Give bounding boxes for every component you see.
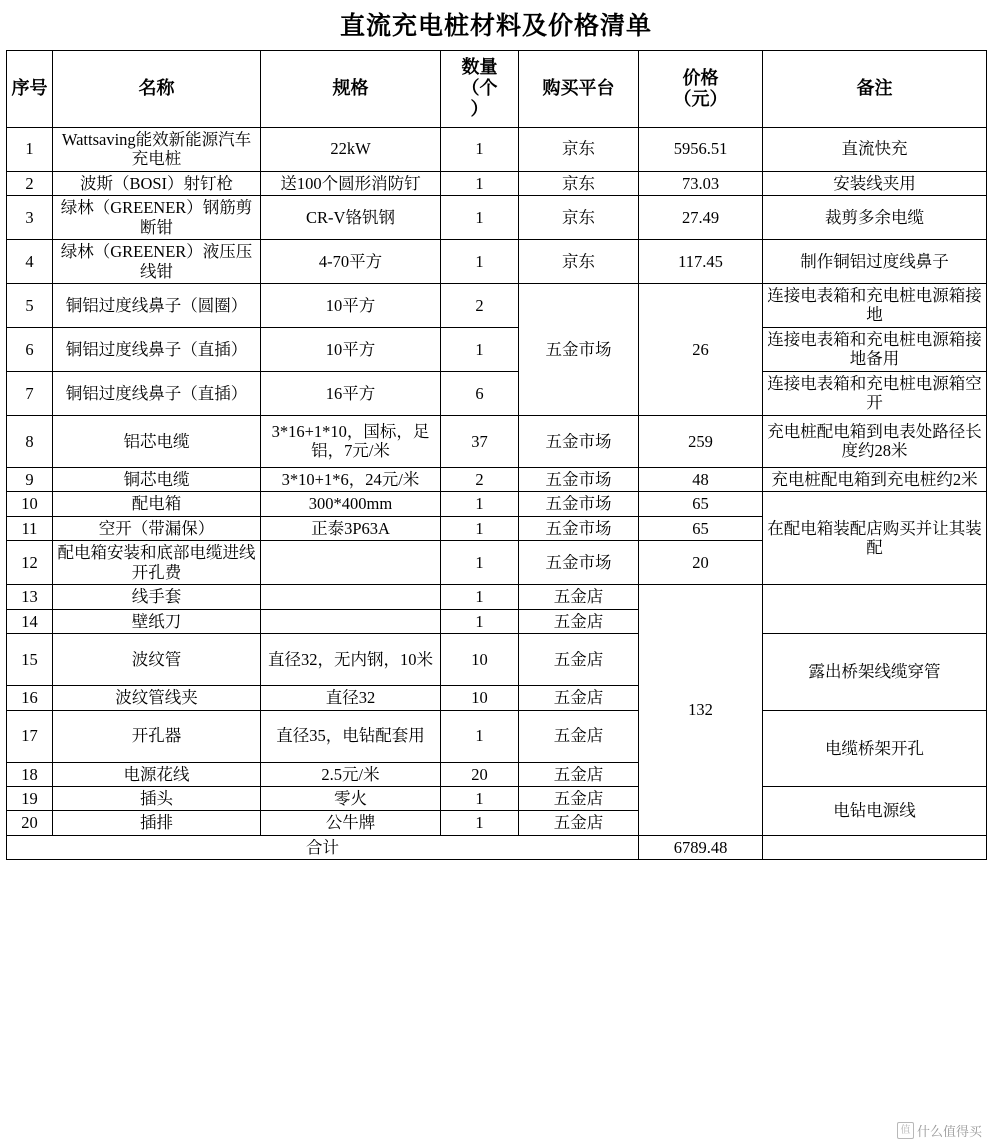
cell-seq: 18	[7, 762, 53, 786]
watermark	[897, 1121, 982, 1140]
cell-platform: 五金市场	[519, 492, 639, 516]
cell-seq: 10	[7, 492, 53, 516]
cell-seq: 16	[7, 686, 53, 710]
cell-name: 线手套	[53, 585, 261, 609]
cell-spec: 直径32	[261, 686, 441, 710]
table-row	[7, 585, 987, 609]
cell-platform: 京东	[519, 196, 639, 240]
cell-name: 开孔器	[53, 710, 261, 762]
header-note: 备注	[763, 51, 987, 128]
cell-qty: 2	[441, 467, 519, 491]
cell-platform: 五金市场	[519, 541, 639, 585]
cell-note: 充电桩配电箱到充电桩约2米	[763, 467, 987, 491]
cell-price: 26	[639, 283, 763, 415]
cell-note: 直流快充	[763, 127, 987, 171]
cell-note: 安装线夹用	[763, 171, 987, 195]
cell-seq: 8	[7, 415, 53, 467]
cell-price: 48	[639, 467, 763, 491]
cell-price: 259	[639, 415, 763, 467]
table-row	[7, 240, 987, 284]
cell-spec: 3*16+1*10，国标，足铝，7元/米	[261, 415, 441, 467]
cell-price: 117.45	[639, 240, 763, 284]
table-row	[7, 127, 987, 171]
cell-note: 充电桩配电箱到电表处路径长度约28米	[763, 415, 987, 467]
cell-qty: 1	[441, 585, 519, 609]
cell-platform: 五金店	[519, 634, 639, 686]
cell-spec: 直径32，无内钢，10米	[261, 634, 441, 686]
cell-seq: 6	[7, 327, 53, 371]
cell-platform: 五金店	[519, 787, 639, 811]
header-qty	[441, 51, 519, 128]
cell-price: 5956.51	[639, 127, 763, 171]
cell-name: 插头	[53, 787, 261, 811]
cell-seq: 4	[7, 240, 53, 284]
cell-qty: 10	[441, 634, 519, 686]
cell-spec: 送100个圆形消防钉	[261, 171, 441, 195]
cell-spec: 正泰3P63A	[261, 516, 441, 540]
cell-name: 空开（带漏保）	[53, 516, 261, 540]
cell-qty: 20	[441, 762, 519, 786]
cell-platform: 五金店	[519, 585, 639, 609]
total-note	[763, 835, 987, 859]
total-label: 合计	[7, 835, 639, 859]
watermark-text: 什么值得买	[916, 1124, 982, 1139]
cell-note: 连接电表箱和充电桩电源箱接地	[763, 283, 987, 327]
cell-seq: 9	[7, 467, 53, 491]
cell-seq: 17	[7, 710, 53, 762]
cell-platform: 五金店	[519, 710, 639, 762]
cell-qty: 1	[441, 492, 519, 516]
cell-name: Wattsaving能效新能源汽车充电桩	[53, 127, 261, 171]
cell-spec: 2.5元/米	[261, 762, 441, 786]
cell-seq: 13	[7, 585, 53, 609]
cell-platform: 五金店	[519, 811, 639, 835]
watermark-logo-icon: 值	[897, 1122, 914, 1139]
cell-name: 波纹管线夹	[53, 686, 261, 710]
table-row	[7, 492, 987, 516]
cell-seq: 3	[7, 196, 53, 240]
cell-qty: 1	[441, 327, 519, 371]
cell-platform: 五金市场	[519, 415, 639, 467]
cell-seq: 1	[7, 127, 53, 171]
cell-price: 65	[639, 492, 763, 516]
cell-note: 电缆桥架开孔	[763, 710, 987, 786]
cell-spec: 16平方	[261, 371, 441, 415]
cell-qty: 1	[441, 541, 519, 585]
cell-seq: 12	[7, 541, 53, 585]
cell-name: 配电箱安装和底部电缆进线开孔费	[53, 541, 261, 585]
cell-platform: 五金店	[519, 686, 639, 710]
header-spec: 规格	[261, 51, 441, 128]
cell-name: 绿林（GREENER）液压压线钳	[53, 240, 261, 284]
materials-price-table	[6, 50, 987, 860]
cell-name: 绿林（GREENER）钢筋剪断钳	[53, 196, 261, 240]
cell-price: 65	[639, 516, 763, 540]
cell-qty: 10	[441, 686, 519, 710]
cell-seq: 14	[7, 609, 53, 633]
cell-platform: 五金市场	[519, 467, 639, 491]
cell-name: 铝芯电缆	[53, 415, 261, 467]
cell-seq: 11	[7, 516, 53, 540]
cell-spec	[261, 541, 441, 585]
cell-spec: 300*400mm	[261, 492, 441, 516]
cell-spec: 3*10+1*6，24元/米	[261, 467, 441, 491]
header-qty-line1: 数量	[461, 57, 498, 77]
cell-qty: 1	[441, 196, 519, 240]
header-price	[639, 51, 763, 128]
cell-note: 电钻电源线	[763, 787, 987, 836]
cell-note: 裁剪多余电缆	[763, 196, 987, 240]
total-value: 6789.48	[639, 835, 763, 859]
cell-name: 电源花线	[53, 762, 261, 786]
cell-name: 波斯（BOSI）射钉枪	[53, 171, 261, 195]
cell-spec: 直径35，电钻配套用	[261, 710, 441, 762]
cell-seq: 7	[7, 371, 53, 415]
cell-spec	[261, 609, 441, 633]
cell-spec: 公牛牌	[261, 811, 441, 835]
table-row	[7, 196, 987, 240]
cell-seq: 19	[7, 787, 53, 811]
cell-qty: 1	[441, 516, 519, 540]
cell-note: 连接电表箱和充电桩电源箱接地备用	[763, 327, 987, 371]
cell-name: 铜铝过度线鼻子（直插）	[53, 371, 261, 415]
header-price-line1: 价格	[682, 67, 719, 88]
cell-qty: 1	[441, 787, 519, 811]
cell-note: 制作铜铝过度线鼻子	[763, 240, 987, 284]
page-title: 直流充电桩材料及价格清单	[339, 13, 652, 40]
cell-price: 132	[639, 585, 763, 836]
cell-note: 连接电表箱和充电桩电源箱空开	[763, 371, 987, 415]
table-row	[7, 787, 987, 811]
table-row	[7, 371, 987, 415]
header-qty-line2: （个	[461, 78, 498, 99]
header-price-line2: （元）	[673, 88, 728, 109]
cell-price: 20	[639, 541, 763, 585]
cell-qty: 1	[441, 811, 519, 835]
cell-note	[763, 585, 987, 634]
cell-platform: 五金店	[519, 609, 639, 633]
cell-qty: 1	[441, 710, 519, 762]
header-seq: 序号	[7, 51, 53, 128]
table-row	[7, 415, 987, 467]
cell-spec: 10平方	[261, 327, 441, 371]
header-name: 名称	[53, 51, 261, 128]
header-qty-line3: ）	[470, 99, 489, 120]
cell-note: 在配电箱装配店购买并让其装配	[763, 492, 987, 585]
cell-name: 铜铝过度线鼻子（直插）	[53, 327, 261, 371]
cell-spec: 10平方	[261, 283, 441, 327]
cell-note: 露出桥架线缆穿管	[763, 634, 987, 710]
cell-qty: 2	[441, 283, 519, 327]
table-row	[7, 327, 987, 371]
cell-seq: 2	[7, 171, 53, 195]
cell-price: 73.03	[639, 171, 763, 195]
cell-qty: 1	[441, 240, 519, 284]
cell-name: 铜芯电缆	[53, 467, 261, 491]
table-total-row	[7, 835, 987, 859]
cell-platform: 京东	[519, 127, 639, 171]
table-row	[7, 710, 987, 762]
cell-spec: 4-70平方	[261, 240, 441, 284]
cell-platform: 五金市场	[519, 283, 639, 415]
cell-name: 波纹管	[53, 634, 261, 686]
cell-platform: 京东	[519, 171, 639, 195]
cell-spec	[261, 585, 441, 609]
table-row	[7, 283, 987, 327]
cell-platform: 京东	[519, 240, 639, 284]
cell-qty: 37	[441, 415, 519, 467]
cell-price: 27.49	[639, 196, 763, 240]
cell-seq: 15	[7, 634, 53, 686]
table-row	[7, 171, 987, 195]
cell-platform: 五金市场	[519, 516, 639, 540]
cell-qty: 1	[441, 171, 519, 195]
cell-name: 铜铝过度线鼻子（圆圈）	[53, 283, 261, 327]
cell-qty: 6	[441, 371, 519, 415]
cell-spec: 22kW	[261, 127, 441, 171]
cell-name: 插排	[53, 811, 261, 835]
table-header-row	[7, 51, 987, 128]
cell-seq: 5	[7, 283, 53, 327]
cell-platform: 五金店	[519, 762, 639, 786]
cell-qty: 1	[441, 609, 519, 633]
header-platform: 购买平台	[519, 51, 639, 128]
cell-qty: 1	[441, 127, 519, 171]
table-row	[7, 467, 987, 491]
cell-name: 配电箱	[53, 492, 261, 516]
cell-name: 壁纸刀	[53, 609, 261, 633]
cell-spec: 零火	[261, 787, 441, 811]
cell-seq: 20	[7, 811, 53, 835]
cell-spec: CR-V铬钒钢	[261, 196, 441, 240]
table-row	[7, 634, 987, 686]
